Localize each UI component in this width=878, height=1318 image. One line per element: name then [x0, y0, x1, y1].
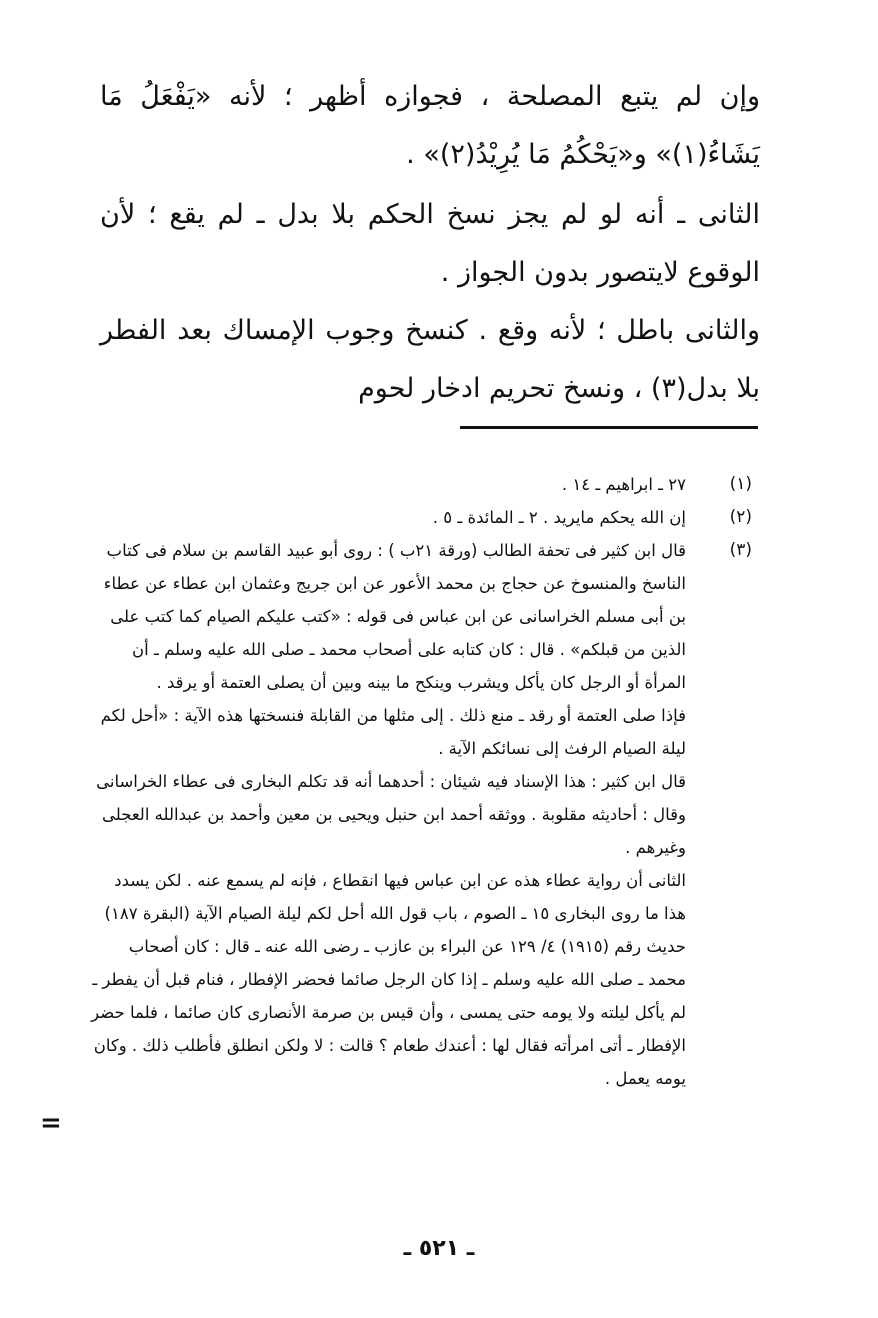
main-paragraph-1: وإن لم يتبع المصلحة ، فجوازه أظهر ؛ لأنه «يَفْعَلُ مَا يَشَاءُ(١)» و«يَحْكُمُ مَا يُرِيْدُ(٢)» . — [100, 81, 760, 170]
page-number: ـ ٥٢١ ـ — [403, 1236, 475, 1261]
footnote-3-paragraph-1: قال ابن كثير فى تحفة الطالب (ورقة ٢١ب ) : روى أبو عبيد القاسم بن سلام فى كتاب الناسخ والمنسوخ عن حجاج بن محمد الأعور عن ابن جريج وعثمان ابن عطاء عن عطاء بن أبى مسلم الخراسانى عن ابن عباس فى قوله : «كتب عليكم الصيام كما كتب على الذين من قبلكم» . قال : كان كتابه على أصحاب محمد ـ صلى الله عليه وسلم ـ أن المرأة أو الرجل كان يأكل ويشرب وينكح ما بينه وبين أن يصلى العتمة أو يرقد . — [103, 541, 686, 692]
footnote-3-label: (٣) — [729, 540, 752, 560]
footnote-3-paragraph-2: فإذا صلى العتمة أو رقد ـ منع ذلك . إلى مثلها من القابلة فنسختها هذه الآية : «أحل لكم ليلة الصيام الرفث إلى نسائكم الآية . — [100, 706, 686, 758]
footnote-1-text — [90, 468, 686, 501]
continuation-mark: = — [40, 1108, 62, 1138]
footnote-3-text — [90, 534, 686, 1095]
footnote-3-paragraph-4: الثانى أن رواية عطاء هذه عن ابن عباس فيها انقطاع ، فإنه لم يسمع عنه . لكن يسدد هذا ما روى البخارى ١٥ ـ الصوم ، باب قول الله أحل لكم ليلة الصيام الآية (البقرة ١٨٧) حديث رقم (١٩١٥) ٤/ ١٢٩ عن البراء بن عازب ـ رضى الله عنه ـ قال : كان أصحاب محمد ـ صلى الله عليه وسلم ـ إذا كان الرجل صائما فحضر الإفطار ، فنام قبل أن يفطر ـ لم يأكل ليلته ولا يومه حتى يمسى ، وأن قيس بن صرمة الأنصارى كان صائما ، فلما حضر الإفطار ـ أتى امرأته فقال لها : أعندك طعام ؟ قالت : لا ولكن انطلق فأطلب ذلك . وكان يومه يعمل . — [91, 871, 686, 1088]
main-paragraph-2: الثانى ـ أنه لو لم يجز نسخ الحكم بلا بدل ـ لم يقع ؛ لأن الوقوع لايتصور بدون الجواز . — [100, 199, 760, 288]
main-paragraph-3: والثانى باطل ؛ لأنه وقع . كنسخ وجوب الإمساك بعد الفطر بلا بدل(٣) ، ونسخ تحريم ادخار لحوم — [100, 315, 760, 404]
footnote-separator — [460, 426, 758, 429]
footnote-2-text — [90, 501, 686, 534]
footnote-2-label: (٢) — [729, 507, 752, 527]
footnote-1-line: ٢٧ ـ ابراهيم ـ ١٤ . — [561, 475, 686, 494]
footnote-2-line: إن الله يحكم مايريد . ٢ ـ المائدة ـ ٥ . — [432, 508, 686, 527]
footnote-1-label: (١) — [729, 474, 752, 494]
footnote-3-paragraph-3: قال ابن كثير : هذا الإسناد فيه شيئان : أحدهما أنه قد تكلم البخارى فى عطاء الخراسانى وقال : أحاديثه مقلوبة . ووثقه أحمد ابن حنبل ويحيى بن معين وأحمد بن عبدالله العجلى وغيرهم . — [96, 772, 686, 857]
